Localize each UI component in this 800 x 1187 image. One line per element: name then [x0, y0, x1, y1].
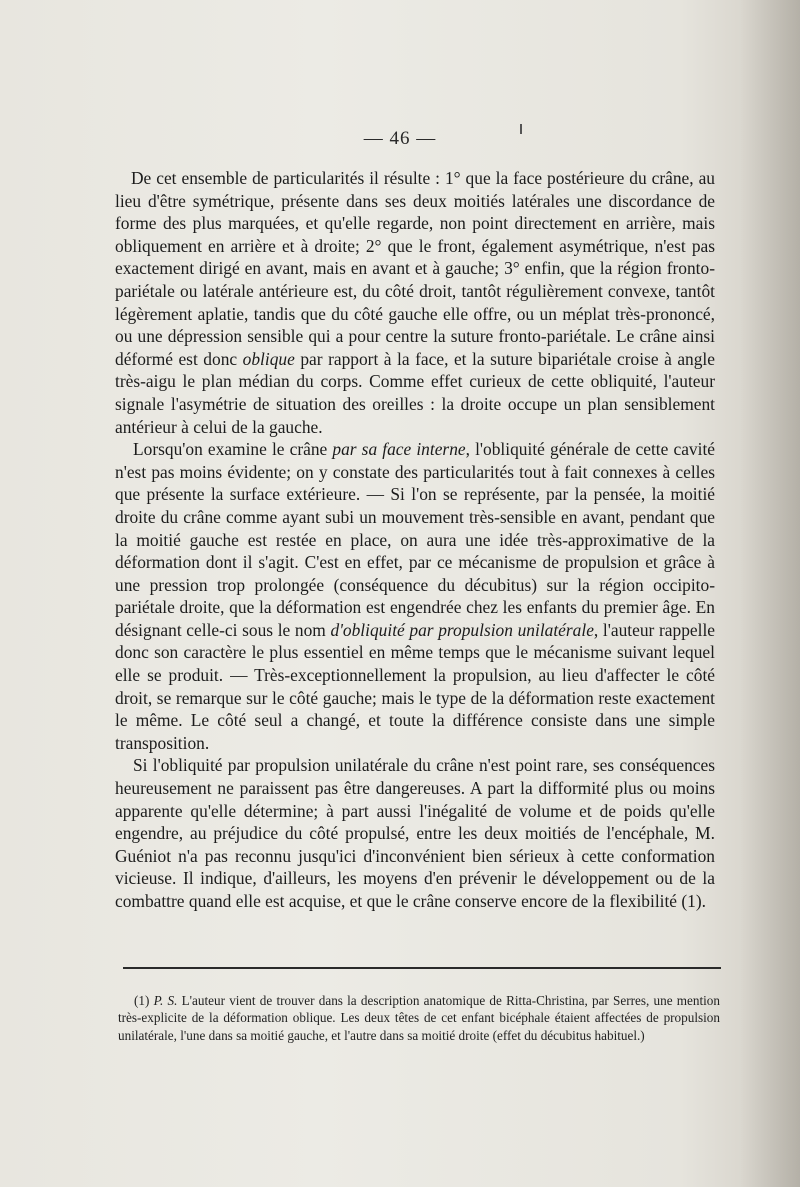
page-number: — 46 — — [363, 128, 437, 149]
text-segment: De cet ensemble de particularités il résulte : 1° que la face postérieure du crâne, au lieu d'être symétrique, présente dans ses deux moitiés latérales une discordance de forme des plus marquées, et qu'elle regarde, non point directement en arrière, mais obliquement en arrière et à droite; 2° que le front, également asymétrique, n'est pas exactement dirigé en avant, mais en avant et à gauche; 3° enfin, que la région fronto-pariétale ou latérale antérieure est, du côté droit, tantôt régulièrement convexe, tantôt légèrement aplatie, tandis que du côté gauche elle offre, ou un méplat très-prononcé, ou une dépression sensible qui a pour centre la suture fronto-pariétale. Le crâne ainsi déformé est donc — [115, 168, 715, 369]
footnote — [118, 992, 720, 1044]
paragraph — [115, 438, 715, 754]
italic-segment: d'obliquité par propulsion unilatérale — [330, 619, 594, 640]
paragraph — [115, 167, 715, 438]
footnote-paragraph — [118, 992, 720, 1044]
text-segment: Lorsqu'on examine le crâne — [133, 439, 333, 460]
italic-segment: P. S. — [153, 993, 178, 1008]
italic-segment: par sa face interne — [332, 439, 466, 460]
text-segment: , l'auteur rappelle donc son caractère le plus essentiel en même temps que le mécanisme suivant lequel elle se produit. — Très-exceptionnellement la propulsion, au lieu d'affecter le côté droit, se remarque sur le côté gauche; mais le type de la déformation reste exactement le même. Le côté seul a changé, et toute la différence consiste dans une simple transposition. — [115, 619, 716, 753]
text-segment: Si l'obliquité par propulsion unilatérale du crâne n'est point rare, ses conséquences heureusement ne paraissent pas être dangereuses. A part la difformité plus ou moins apparente qu'elle détermine; à part aussi l'inégalité de volume et de poids qu'elle engendre, au préjudice du côté propulsé, entre les deux moitiés de l'encéphale, M. Guéniot n'a pas reconnu jusqu'ici d'inconvénient bien sérieux à cette conformation vicieuse. Il indique, d'ailleurs, les moyens d'en prévenir le développement ou de la combattre quand elle est acquise, et que le crâne conserve encore de la flexibilité (1). — [115, 755, 715, 911]
footnote-marker: (1) — [134, 993, 154, 1008]
text-segment: par rapport à la face, et la suture bipariétale croise à angle très-aigu le plan médian du corps. Comme effet curieux de cette obliquité, l'auteur signale l'asymétrie de situation des oreilles : la droite occupe un plan sensiblement antérieur à celui de la gauche. — [115, 348, 715, 437]
footnote-rule — [123, 967, 721, 969]
page-edge-shadow — [740, 0, 800, 1187]
italic-segment: oblique — [242, 348, 295, 369]
text-segment: L'auteur vient de trouver dans la description anatomique de Ritta-Christina, par Serres, une mention très-explicite de la déformation oblique. Les deux têtes de cet enfant bicéphale étaient affectées de propulsion unilatérale, l'une dans sa moitié gauche, et l'autre dans sa moitié droite (effet du décubitus habituel.) — [118, 993, 720, 1043]
paragraph — [115, 754, 715, 912]
text-segment: , l'obliquité générale de cette cavité n'est pas moins évidente; on y constate des particularités tout à fait connexes à celles que présente la surface extérieure. — Si l'on se représente, par la pensée, la moitié droite du crâne comme ayant subi un mouvement très-sensible en avant, pendant que la moitié gauche est restée en place, on aura une idée très-approximative de la déformation dont il s'agit. C'est en effet, par ce mécanisme de propulsion et grâce à une pression trop prolongée (conséquence du décubitus) sur la région occipito-pariétale droite, que la déformation est engendrée chez les enfants du premier âge. En désignant celle-ci sous le nom — [115, 439, 715, 640]
body-text — [115, 167, 715, 913]
